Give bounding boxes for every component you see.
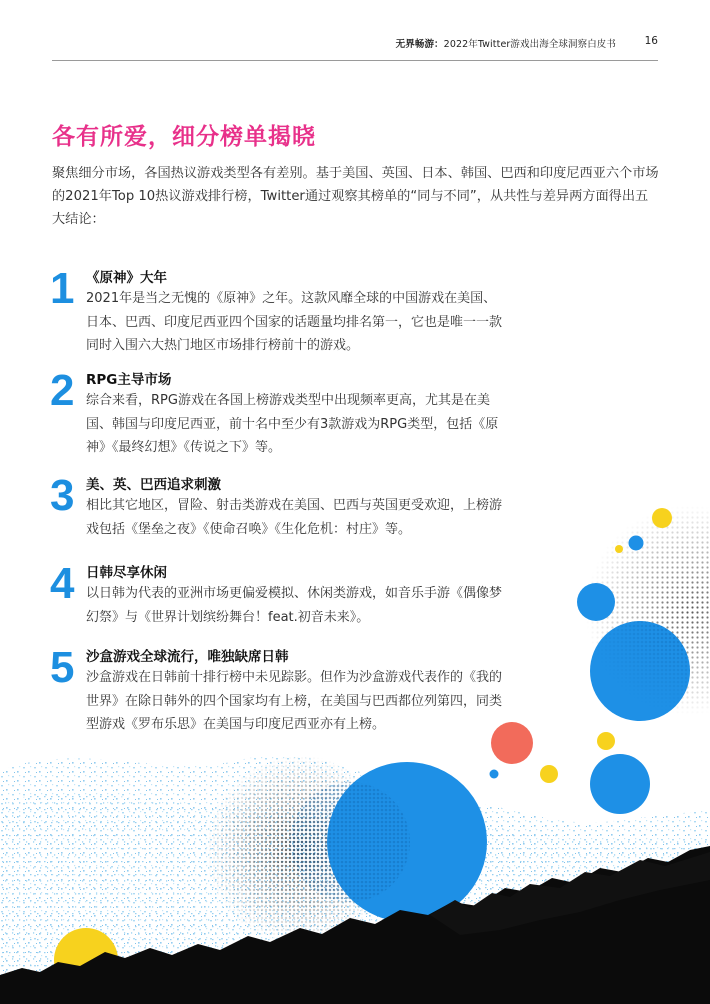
- conclusion-title: RPG主导市场: [86, 372, 172, 388]
- header-title: [396, 36, 616, 50]
- conclusion-title: 美、英、巴西追求刺激: [86, 477, 221, 493]
- conclusion-text: 综合来看，RPG游戏在各国上榜游戏类型中出现频率更高，尤其是在美国、韩国与印度尼西亚，前十名中至少有3款游戏为RPG类型，包括《原神》《最终幻想》《传说之下》等。: [86, 393, 499, 455]
- conclusion-text: 2021年是当之无愧的《原神》之年。这款风靡全球的中国游戏在美国、日本、巴西、印度尼西亚四个国家的话题量均排名第一，它也是唯一一款同时入围六大热门地区市场排行榜前十的游戏。: [86, 291, 503, 353]
- page-header: [52, 30, 658, 61]
- conclusion-text: 相比其它地区，冒险、射击类游戏在美国、巴西与英国更受欢迎，上榜游戏包括《堡垒之夜》《使命召唤》《生化危机：村庄》等。: [86, 498, 503, 537]
- conclusion-title: 沙盒游戏全球流行，唯独缺席日韩: [86, 649, 289, 665]
- conclusion-number: 1: [50, 264, 75, 313]
- conclusion-number: 3: [50, 471, 75, 520]
- page-number: 16: [644, 35, 658, 47]
- conclusion-number: 2: [50, 366, 75, 415]
- conclusion-title: 《原神》大年: [86, 270, 167, 286]
- conclusion-text: 以日韩为代表的亚洲市场更偏爱模拟、休闲类游戏，如音乐手游《偶像梦幻祭》与《世界计划缤纷舞台！feat.初音未来》。: [86, 586, 503, 625]
- intro-paragraph: 聚焦细分市场，各国热议游戏类型各有差别。基于美国、英国、日本、韩国、巴西和印度尼西亚六个市场的2021年Top 10热议游戏排行榜，Twitter通过观察其榜单的“同与不同”，从共性与差异两方面得出五大结论：: [52, 166, 659, 227]
- conclusion-text: 沙盒游戏在日韩前十排行榜中未见踪影。但作为沙盒游戏代表作的《我的世界》在除日韩外的四个国家均有上榜，在美国与巴西都位列第四，同类型游戏《罗布乐思》在美国与印度尼西亚亦有上榜。: [86, 670, 503, 732]
- section-heading: 各有所爱，细分榜单揭晓: [52, 124, 316, 150]
- header-title-bold: 无界畅游：: [395, 39, 444, 50]
- conclusion-number: 4: [50, 559, 75, 608]
- conclusion-title: 日韩尽享休闲: [86, 565, 167, 581]
- header-title-rest: 2022年Twitter游戏出海全球洞察白皮书: [443, 39, 616, 50]
- conclusion-number: 5: [50, 643, 75, 692]
